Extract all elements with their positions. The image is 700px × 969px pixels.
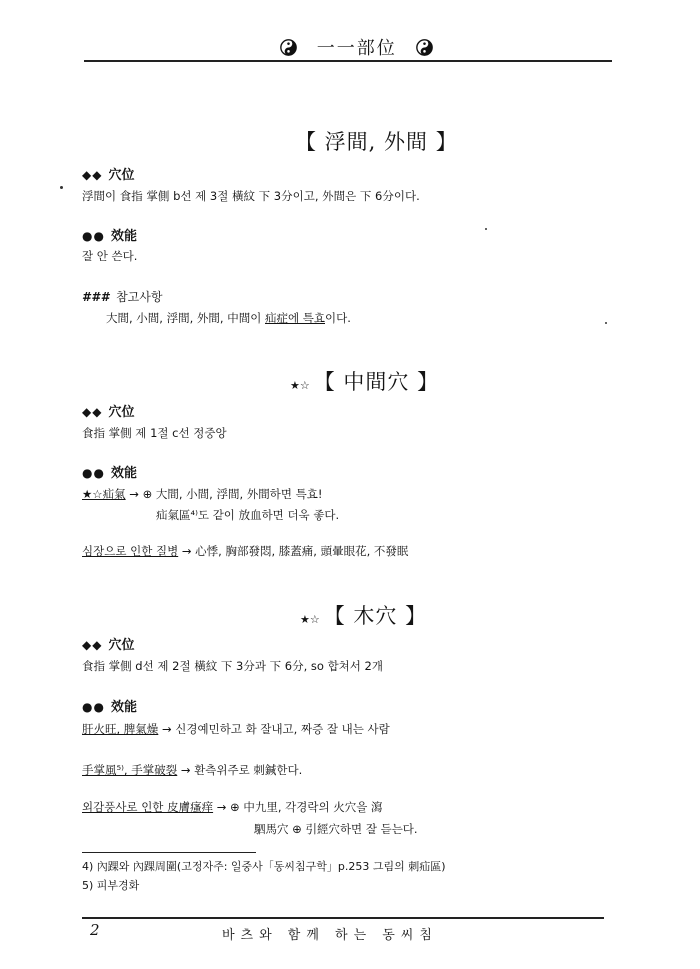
effect-line: ★☆疝氣 → ⊕ 大間, 小間, 浮間, 外間하면 특효! [82, 487, 323, 501]
effect-line: 駟馬穴 ⊕ 引經穴하면 잘 듣는다. [254, 822, 418, 836]
hash-marker-icon: ### [82, 290, 111, 304]
diamond-marker-icon: ◆◆ [82, 638, 103, 652]
location-text: 食指 掌側 d선 제 2절 橫紋 下 3分과 下 6分, so 합쳐서 2개 [82, 659, 383, 673]
running-header [280, 34, 433, 60]
effect-line: 手掌風⁵⁾, 手掌破裂 → 환측위주로 刺鍼한다. [82, 763, 303, 777]
effect-line: 疝氣區⁴⁾도 같이 放血하면 더욱 좋다. [156, 508, 340, 522]
header-rule [84, 60, 612, 62]
footer-rule [82, 917, 604, 919]
reference-text: 大間, 小間, 浮間, 外間, 中間이 疝症에 특효이다. [106, 311, 351, 325]
page-number: 2 [90, 921, 100, 939]
effect-label: ●● 效能 [82, 229, 137, 244]
reference-label: ### 참고사항 [82, 290, 163, 304]
location-label: ◆◆ 穴位 [82, 168, 135, 183]
location-label: ◆◆ 穴位 [82, 405, 135, 420]
book-title: 바츠와 함께 하는 동씨침 [222, 928, 438, 943]
yin-yang-icon [280, 39, 297, 56]
footnote-rule [82, 852, 256, 853]
circle-marker-icon: ●● [82, 466, 105, 480]
footnote: 4) 內踝와 內踝周圍(고정자주: 일중사「동씨침구학」p.253 그림의 刺疝區) [82, 860, 446, 873]
header-title: 一一部位 [316, 38, 397, 59]
footnote: 5) 피부경화 [82, 879, 140, 892]
star-rating-icon: ★☆ [300, 613, 320, 626]
location-text: 食指 掌側 제 1절 c선 정중앙 [82, 426, 227, 440]
effect-text: 잘 안 쓴다. [82, 249, 138, 263]
diamond-marker-icon: ◆◆ [82, 405, 103, 419]
section-title: ★☆ 【 中間穴 】 [290, 370, 440, 394]
scan-speck [605, 322, 607, 324]
effect-label: ●● 效能 [82, 466, 137, 481]
related-disorders: 심장으로 인한 질병 → 心悸, 胸部發悶, 膝蓋痛, 頭暈眼花, 不發眠 [82, 544, 409, 558]
section-title: ★☆ 【 木穴 】 [300, 604, 428, 628]
diamond-marker-icon: ◆◆ [82, 168, 103, 182]
scan-speck [60, 186, 63, 189]
section-title: 【 浮間, 外間 】 [295, 130, 458, 154]
effect-line: 외감풍사로 인한 皮膚瘙痒 → ⊕ 中九里, 각경락의 火穴을 瀉 [82, 800, 383, 814]
star-rating-icon: ★☆ [290, 379, 310, 392]
circle-marker-icon: ●● [82, 229, 105, 243]
yin-yang-icon [416, 39, 433, 56]
effect-line: 肝火旺, 脾氣燥 → 신경예민하고 화 잘내고, 짜증 잘 내는 사람 [82, 722, 390, 736]
scan-speck [485, 228, 487, 230]
circle-marker-icon: ●● [82, 700, 105, 714]
location-text: 浮間이 食指 掌側 b선 제 3절 橫紋 下 3分이고, 外間은 下 6分이다. [82, 189, 420, 203]
effect-label: ●● 效能 [82, 700, 137, 715]
location-label: ◆◆ 穴位 [82, 638, 135, 653]
